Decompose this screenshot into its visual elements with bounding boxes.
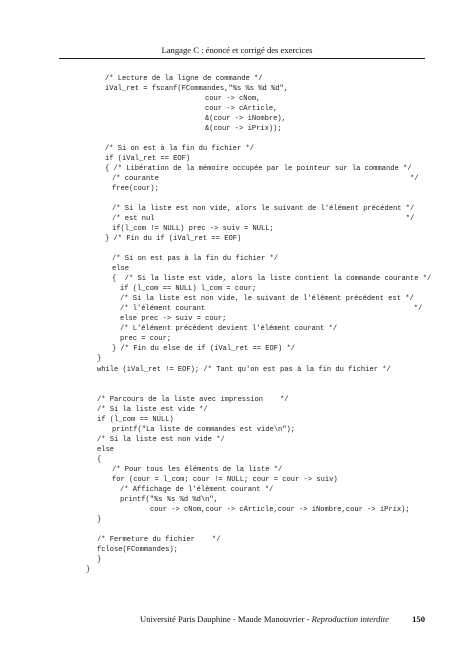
code-line: } <box>97 516 102 524</box>
code-line: /* Parcours de la liste avec impression */ <box>97 396 289 404</box>
code-line: if(l_com != NULL) prec -> suiv = NULL; <box>112 225 274 233</box>
code-line: } <box>97 556 102 564</box>
code-line: else prec -> suiv = cour; <box>120 315 227 323</box>
code-line: if (l_com == NULL) l_com = cour; <box>120 285 257 293</box>
code-line: /* Si on est à la fin du fichier */ <box>105 145 254 153</box>
page-number: 150 <box>412 614 425 624</box>
code-line: printf("La liste de commandes est vide\n"); <box>112 426 296 434</box>
code-line: while (iVal_ret != EOF); /* Tant qu'on est pas à la fin du fichier */ <box>97 366 391 374</box>
code-line: /* Si la liste est non vide, le suivant de l'élément précédent est */ <box>120 295 414 303</box>
code-line: /* L'élément précédent devient l'élément courant */ <box>120 325 338 333</box>
code-line: if (l_com == NULL) <box>97 416 174 424</box>
code-line: /* Si la liste est non vide */ <box>97 436 225 444</box>
code-line: &(cour -> iPrix)); <box>205 125 282 133</box>
code-line: /* courante */ <box>112 175 419 183</box>
code-line: for (cour = l_com; cour != NULL; cour = cour -> suiv) <box>112 476 338 484</box>
code-line: printf("%s %s %d %d\n", <box>120 496 218 504</box>
code-line: /* Si la liste est non vide, alors le suivant de l'élément précédent */ <box>112 205 415 213</box>
footer-author-text: Université Paris Dauphine - Maude Manouvrier - <box>140 614 312 624</box>
code-line: /* Fermeture du fichier */ <box>97 536 221 544</box>
code-line: fclose(FCommandes); <box>97 546 178 554</box>
code-line: &(cour -> iNombre), <box>205 115 286 123</box>
code-line: } <box>86 566 91 574</box>
code-line: { <box>97 456 102 464</box>
code-line: prec = cour; <box>120 335 172 343</box>
code-line: /* est nul */ <box>112 215 415 223</box>
code-line: /* Pour tous les éléments de la liste */ <box>112 466 283 474</box>
code-line: free(cour); <box>112 185 159 193</box>
code-line: /* Si on est pas à la fin du fichier */ <box>112 255 279 263</box>
footer-copyright-notice: Reproduction interdite <box>311 614 389 624</box>
code-line: } /* Fin du if (iVal_ret == EOF) <box>105 235 242 243</box>
code-line: else <box>97 446 115 454</box>
code-line: } <box>97 355 102 363</box>
code-line: if (iVal_ret == EOF) <box>105 155 191 163</box>
code-line: cour -> cNom,cour -> cArticle,cour -> iNombre,cour -> iPrix); <box>150 506 410 514</box>
page-header-title: Langage C : énoncé et corrigé des exercices <box>161 45 313 55</box>
code-line: else <box>112 265 130 273</box>
code-line: { /* Libération de la mémoire occupée par le pointeur sur la commande */ <box>105 165 412 173</box>
footer-credit <box>140 613 389 625</box>
page-footer <box>59 613 425 625</box>
code-line: /* Affichage de l'élément courant */ <box>120 486 274 494</box>
code-line: /* l'élément courant */ <box>120 305 423 313</box>
code-line: iVal_ret = fscanf(FCommandes,"%s %s %d %d", <box>105 85 289 93</box>
code-line: { /* Si la liste est vide, alors la liste contient la commande courante */ <box>112 275 432 283</box>
code-line: /* Si la liste est vide */ <box>97 406 208 414</box>
code-line: cour -> cNom, <box>205 95 261 103</box>
code-line: } /* Fin du else de if (iVal_ret == EOF) */ <box>112 345 296 353</box>
code-line: cour -> cArticle, <box>205 105 278 113</box>
code-line: /* Lecture de la ligne de commande */ <box>105 75 263 83</box>
